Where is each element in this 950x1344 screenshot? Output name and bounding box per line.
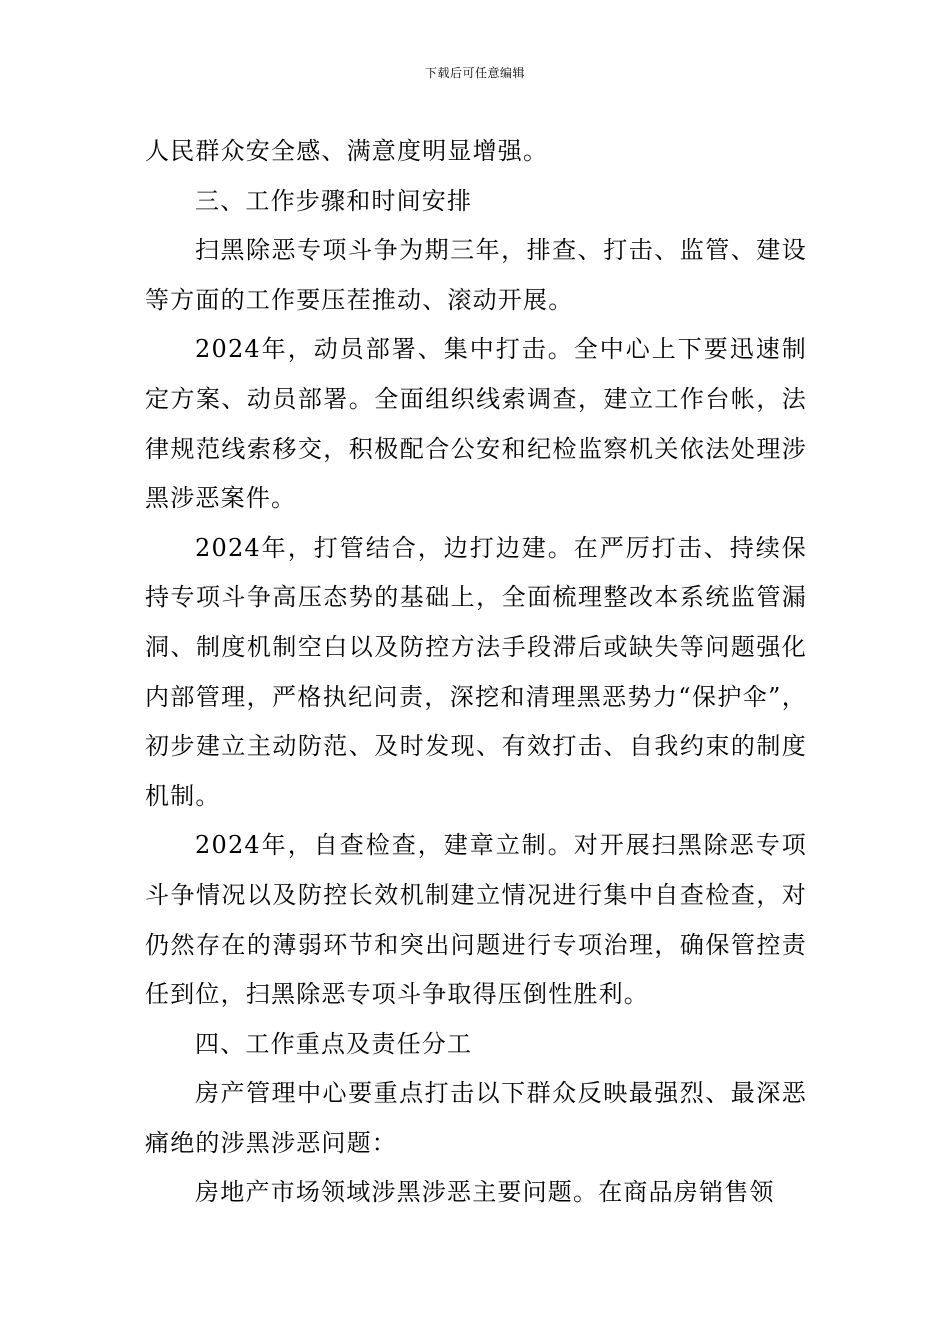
paragraph-7: 房地产市场领域涉黑涉恶主要问题。在商品房销售领 bbox=[195, 1178, 775, 1207]
paragraph-5: 2024年，自查检查，建章立制。对开展扫黑除恶专项斗争情况以及防控长效机制建立情况进行集中自查检查，对仍然存在的薄弱环节和突出问题进行专项治理，确保管控责任到位，扫黑除恶专项斗争取得压倒性胜利。 bbox=[145, 831, 807, 1009]
paragraph-3: 2024年，动员部署、集中打击。全中心上下要迅速制定方案、动员部署。全面组织线索调查，建立工作台帐，法律规范线索移交，积极配合公安和纪检监察机关依法处理涉黑涉恶案件。 bbox=[145, 335, 807, 513]
paragraph-6: 房产管理中心要重点打击以下群众反映最强烈、最深恶痛绝的涉黑涉恶问题： bbox=[145, 1079, 807, 1157]
document-body bbox=[145, 127, 807, 1218]
page-header-note: 下载后可任意编辑 bbox=[424, 66, 525, 80]
section-heading-4: 四、工作重点及责任分工 bbox=[195, 1029, 473, 1058]
section-heading-3: 三、工作步骤和时间安排 bbox=[195, 186, 473, 215]
paragraph-2: 扫黑除恶专项斗争为期三年，排查、打击、监管、建设等方面的工作要压茬推动、滚动开展。 bbox=[145, 236, 807, 314]
paragraph-4: 2024年，打管结合，边打边建。在严厉打击、持续保持专项斗争高压态势的基础上，全面梳理整改本系统监管漏洞、制度机制空白以及防控方法手段滞后或缺失等问题强化内部管理，严格执纪问责，深挖和清理黑恶势力“保护伞”，初步建立主动防范、及时发现、有效打击、自我约束的制度机制。 bbox=[145, 533, 807, 810]
paragraph-1: 人民群众安全感、满意度明显增强。 bbox=[145, 137, 549, 165]
